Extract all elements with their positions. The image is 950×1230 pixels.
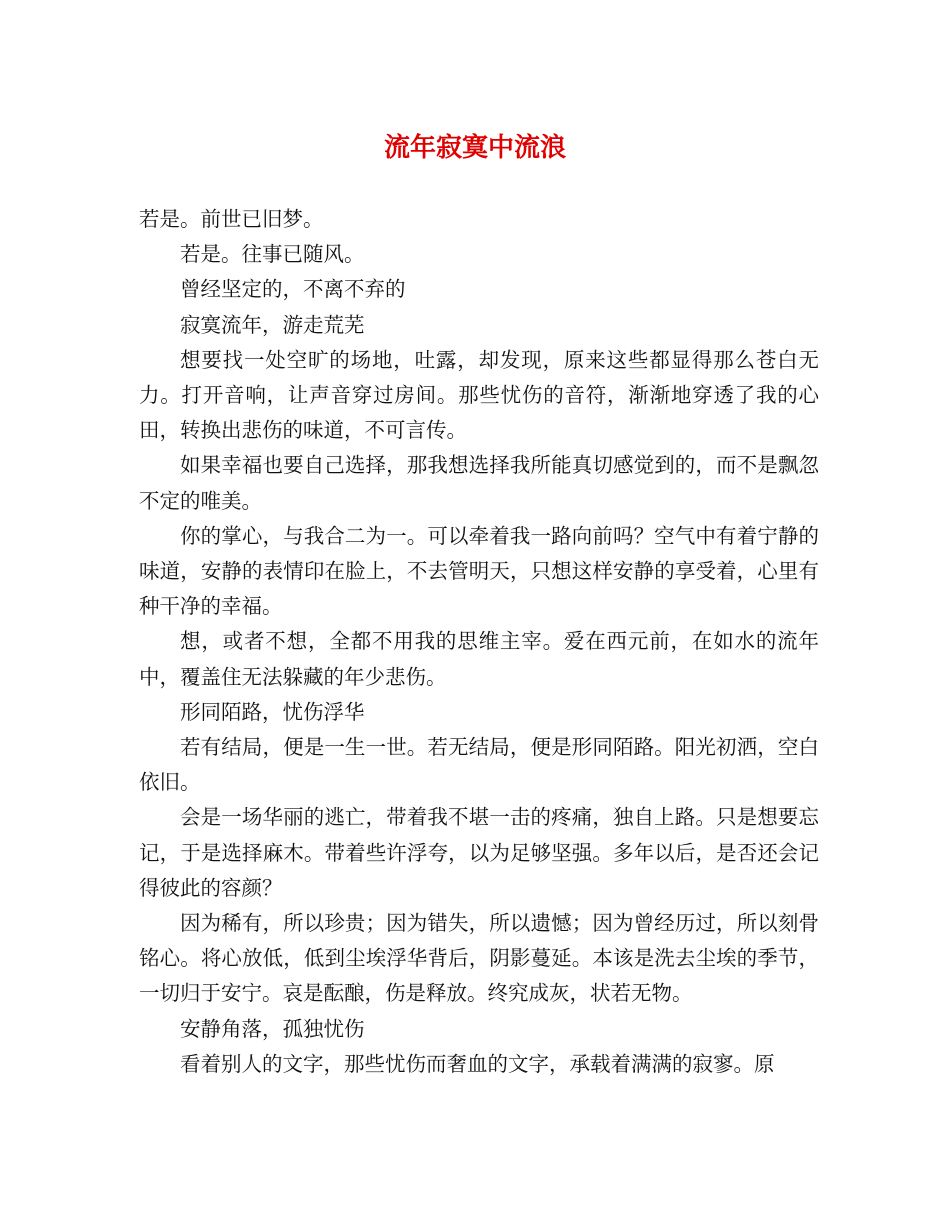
paragraph-3: 曾经坚定的，不离不弃的 (180, 277, 406, 302)
paragraph-2: 若是。往事已随风。 (180, 242, 365, 267)
paragraph-1: 若是。前世已旧梦。 (139, 207, 324, 231)
paragraph-11: 会是一场华丽的逃亡，带着我不堪一击的疼痛，独自上路。只是想要忘记，于是选择麻木。带着些许浮夸，以为足够坚强。多年以后，是否还会记得彼此的容颜？ (139, 805, 819, 900)
section-heading-3: 安静角落，孤独忧伤 (180, 1016, 365, 1041)
document-title: 流年寂寞中流浪 (383, 133, 566, 163)
section-heading-2: 形同陌路，忧伤浮华 (180, 699, 365, 724)
paragraph-14: 看着别人的文字，那些忧伤而奢血的文字，承载着满满的寂寥。原 (180, 1051, 775, 1076)
paragraph-10: 若有结局，便是一生一世。若无结局，便是形同陌路。阳光初洒，空白依旧。 (139, 735, 819, 795)
paragraph-12: 因为稀有，所以珍贵；因为错失，所以遗憾；因为曾经历过，所以刻骨铭心。将心放低，低到尘埃浮华背后，阴影蔓延。本该是洗去尘埃的季节，一切归于安宁。哀是酝酿，伤是释放。终究成灰，状若无物。 (139, 911, 819, 1006)
paragraph-6: 如果幸福也要自己选择，那我想选择我所能真切感觉到的，而不是飘忽不定的唯美。 (139, 453, 819, 513)
paragraph-7: 你的掌心，与我合二为一。可以牵着我一路向前吗？空气中有着宁静的味道，安静的表情印在脸上，不去管明天，只想这样安静的享受着，心里有种干净的幸福。 (139, 523, 819, 619)
section-heading-1: 寂寞流年，游走荒芜 (180, 312, 365, 337)
paragraph-8: 想，或者不想，全都不用我的思维主宰。爱在西元前，在如水的流年中，覆盖住无法躲藏的年少悲伤。 (139, 629, 819, 689)
document-body (139, 202, 819, 1082)
paragraph-5: 想要找一处空旷的场地，吐露，却发现，原来这些都显得那么苍白无力。打开音响，让声音穿过房间。那些忧伤的音符，渐渐地穿透了我的心田，转换出悲伤的味道，不可言传。 (139, 347, 819, 443)
